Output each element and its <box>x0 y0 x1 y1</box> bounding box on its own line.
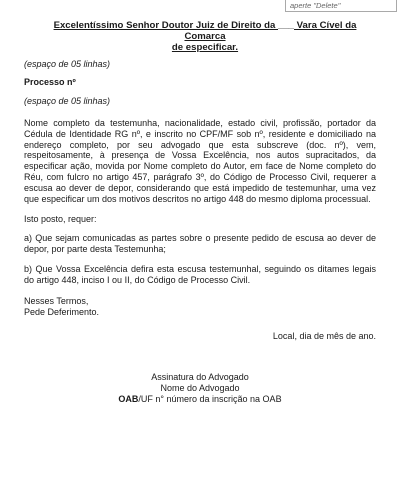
closing-line-2: Pede Deferimento. <box>24 307 100 317</box>
oab-line <box>24 394 376 405</box>
lawyer-name-line: Nome do Advogado <box>160 382 240 393</box>
delete-hint-text: aperte "Delete" <box>290 1 341 10</box>
title-blank: ___ <box>278 20 295 31</box>
document-title <box>40 20 370 53</box>
closing-line-1: Nesses Termos, <box>24 296 89 306</box>
spacing-note-1: (espaço de 05 linhas) <box>24 59 111 69</box>
signature-line: Assinatura do Advogado <box>151 372 249 382</box>
title-line1-part2: Vara Cível da Comarca <box>184 20 357 42</box>
main-paragraph: Nome completo da testemunha, nacionalidade, estado civil, profissão, portador da Cédula de Identidade RG nº, e inscrito no CPF/MF sob nº, residente e domiciliado na endereço completo, por seu advogado que esta subscreve (doc. nº), vem, respeitosamente, à presença de Vossa Excelência, nos autos supracitados, da especificar ação, movida por Nome completo do Autor, em face de Nome completo do Réu, com fulcro no artigo 457, parágrafo 3º, do Código de Processo Civil, requerer a escusa ao dever de depor, considerando que está impedido de testemunhar, uma vez que especificar um dos motivos descritos no artigo 448 do mesmo diploma processual. <box>24 118 376 204</box>
title-line1-part1: Excelentíssimo Senhor Doutor Juiz de Direito da <box>53 20 278 31</box>
spacing-note-2: (espaço de 05 linhas) <box>24 96 111 106</box>
title-line2: de especificar. <box>171 42 239 53</box>
process-label: Processo nº <box>24 77 76 87</box>
oab-label: OAB <box>118 393 139 404</box>
delete-hint-box <box>285 0 397 12</box>
signature-block <box>24 372 376 404</box>
place-date-line: Local, dia de mês de ano. <box>272 331 376 341</box>
request-item-a: a) Que sejam comunicadas as partes sobre o presente pedido de escusa ao dever de depor, por parte desta Testemunha; <box>24 233 376 254</box>
isto-posto-text: Isto posto, requer: <box>24 214 97 224</box>
request-item-b: b) Que Vossa Excelência defira esta escusa testemunhal, seguindo os ditames legais do artigo 448, inciso I ou II, do Código de Processo Civil. <box>24 264 376 285</box>
oab-number-text: /UF n° número da inscrição na OAB <box>138 393 282 404</box>
